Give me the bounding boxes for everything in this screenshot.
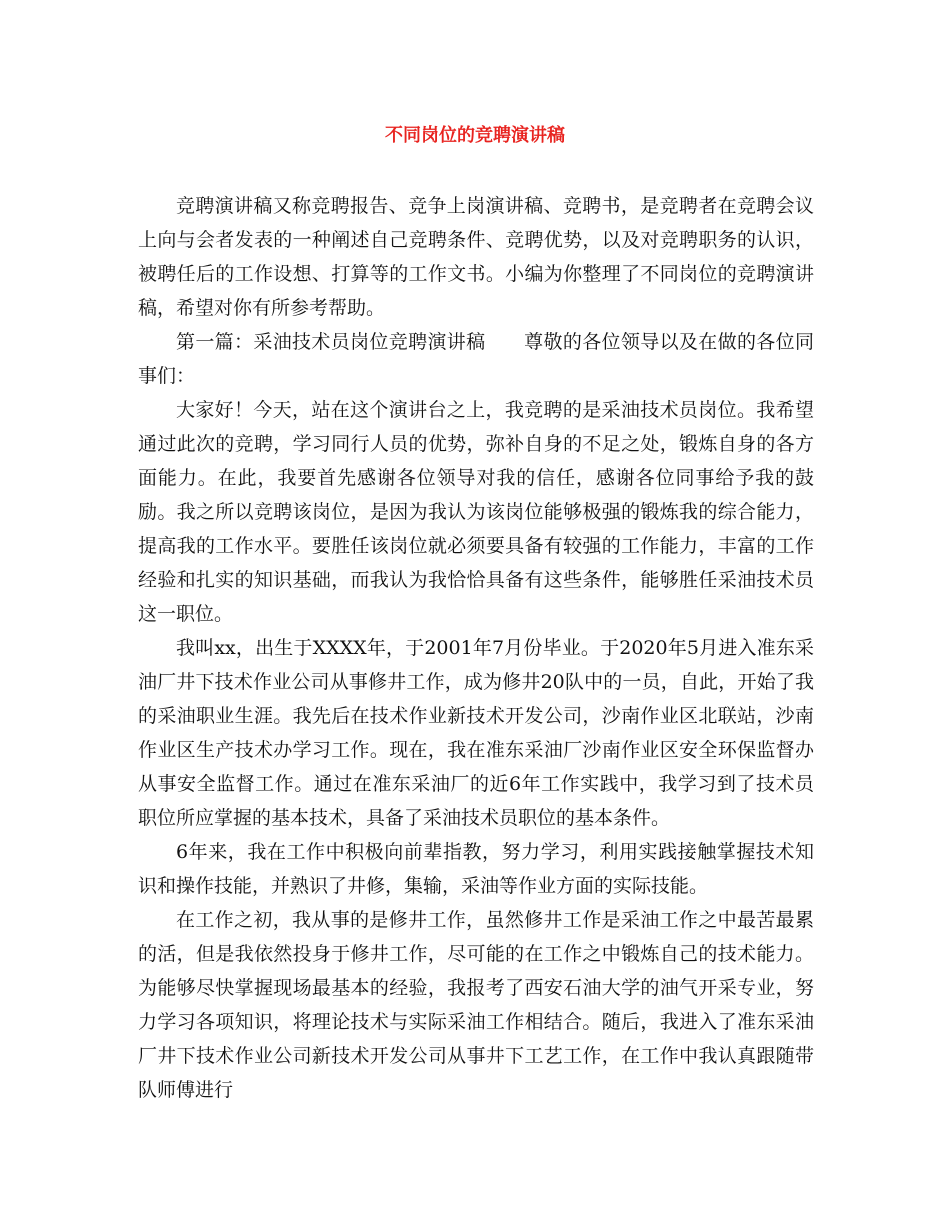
paragraph-early-work: 在工作之初，我从事的是修井工作，虽然修井工作是采油工作之中最苦最累的活，但是我依然投身于修井工作，尽可能的在工作之中锻炼自己的技术能力。为能够尽快掌握现场最基本的经验，我报考了西安石油大学的油气开采专业，努力学习各项知识，将理论技术与实际采油工作相结合。随后，我进入了准东采油厂井下技术作业公司新技术开发公司从事井下工艺工作，在工作中我认真跟随带队师傅进行 [138,909,814,1101]
document-body [138,189,814,1107]
paragraph-experience: 6年来，我在工作中积极向前辈指教，努力学习，利用实践接触掌握技术知识和操作技能，并熟识了井修，集输，采油等作业方面的实际技能。 [138,841,814,897]
paragraph-section-heading: 第一篇：采油技术员岗位竞聘演讲稿 尊敬的各位领导以及在做的各位同事们： [138,331,814,387]
paragraph-intro: 竞聘演讲稿又称竞聘报告、竞争上岗演讲稿、竞聘书，是竞聘者在竞聘会议上向与会者发表的一种阐述自己竞聘条件、竞聘优势，以及对竞聘职务的认识，被聘任后的工作设想、打算等的工作文书。小编为你整理了不同岗位的竞聘演讲稿，希望对你有所参考帮助。 [138,195,814,319]
document-title: 不同岗位的竞聘演讲稿 [385,125,565,146]
paragraph-background: 我叫xx，出生于XXXX年，于2001年7月份毕业。于2020年5月进入准东采油厂井下技术作业公司从事修井工作，成为修井20队中的一员，自此，开始了我的采油职业生涯。我先后在技术作业新技术开发公司，沙南作业区北联站，沙南作业区生产技术办学习工作。现在，我在准东采油厂沙南作业区安全环保监督办从事安全监督工作。通过在准东采油厂的近6年工作实践中，我学习到了技术员职位所应掌握的基本技术，具备了采油技术员职位的基本条件。 [138,637,814,829]
paragraph-greeting: 大家好！今天，站在这个演讲台之上，我竞聘的是采油技术员岗位。我希望通过此次的竞聘，学习同行人员的优势，弥补自身的不足之处，锻炼自身的各方面能力。在此，我要首先感谢各位领导对我的信任，感谢各位同事给予我的鼓励。我之所以竞聘该岗位，是因为我认为该岗位能够极强的锻炼我的综合能力，提高我的工作水平。要胜任该岗位就必须要具备有较强的工作能力，丰富的工作经验和扎实的知识基础，而我认为我恰恰具备有这些条件，能够胜任采油技术员这一职位。 [138,399,814,625]
